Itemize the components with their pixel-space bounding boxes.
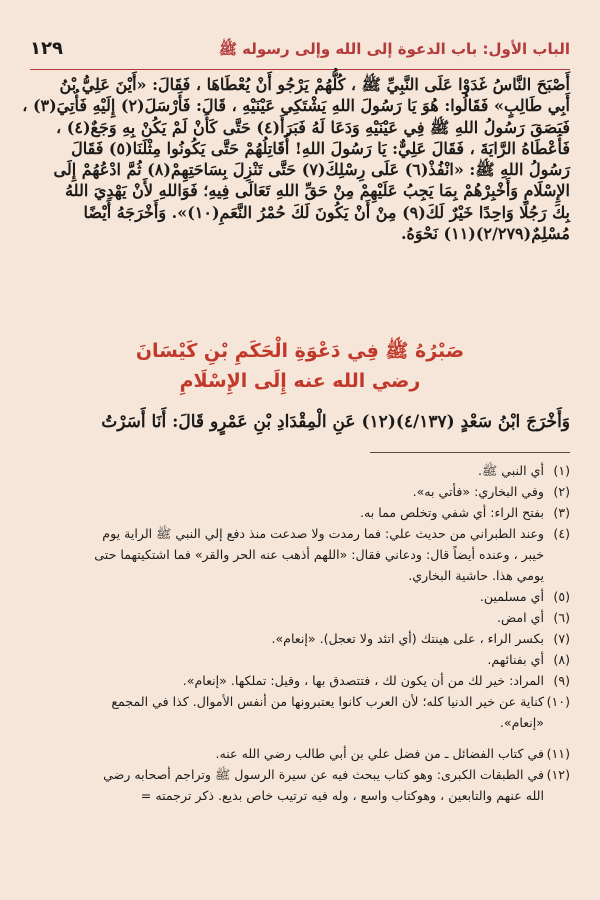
footnote	[30, 743, 570, 764]
footnote-text: أي امض.	[496, 610, 544, 625]
footnote-gap	[30, 733, 570, 743]
footnote	[30, 502, 570, 523]
footnote-text: بكسر الراء ، على هينتك (أي اتئد ولا تعجل). «إنعام».	[271, 631, 544, 646]
page-header	[30, 38, 570, 64]
footnote-text: في كتاب الفضائل ـ من فضل علي بن أبي طالب رضي الله عنه.	[215, 746, 544, 761]
footnote-number: (٦)	[553, 610, 570, 625]
footnote-number: (٢)	[553, 484, 570, 499]
footnote-number: (٤)	[553, 526, 570, 541]
section-heading-line-2: رضي الله عنه إِلَى الإِسْلَامِ	[179, 370, 421, 392]
running-header-title: الباب الأول: باب الدعوة إلى الله وإلى رسوله ﷺ	[218, 40, 570, 58]
footnote	[30, 523, 570, 586]
footnote-number: (١٠)	[546, 694, 570, 709]
footnote-number: (١٢)	[546, 767, 570, 782]
footnote-text: أي مسلمين.	[479, 589, 544, 604]
footnote-text: يومي هذا. حاشية البخاري.	[408, 568, 544, 583]
footnote-text: وعند الطبراني من حديث علي: فما رمدت ولا صدعت منذ دفع إلي النبي ﷺ الراية يوم	[102, 526, 544, 541]
footnote-number: (١)	[553, 463, 570, 478]
footnote-text: المراد: خير لك من أن يكون لك ، فتتصدق بها ، وقيل: تملكها. «إنعام».	[182, 673, 544, 688]
footnote-number: (٨)	[553, 652, 570, 667]
footnote-text: وفي البخاري: «فأتي به».	[412, 484, 544, 499]
main-text-line: رَسُولُ اللهِ ﷺ: «انْفُذْ(٦) عَلَى رِسْلِكَ(٧) حَتَّى تَنْزِلَ بِسَاحَتِهِمْ(٨) ثُمَّ ادْعُهُمْ إِلَى	[53, 160, 570, 180]
footnote-text: في الطبقات الكبرى: وهو كتاب يبحث فيه عن سيرة الرسول ﷺ وتراجم أصحابه رضي	[103, 767, 544, 782]
footnote	[30, 691, 570, 733]
main-text-line: الإِسْلَامِ وَأَخْبِرْهُمْ بِمَا يَجِبُ عَلَيْهِمْ مِنْ حَقِّ اللهِ تَعَالَى فِيهِ؛ فَوَاللهِ لأَنْ يَهْدِيَ اللهُ	[65, 181, 570, 201]
main-text-line: أَصْبَحَ النَّاسُ غَدَوْا عَلَى النَّبِيِّ ﷺ ، كُلُّهُمْ يَرْجُو أَنْ يُعْطَاهَا ، فَقَالَ: «أَيْنَ عَلِيُّ بْنُ	[59, 75, 570, 94]
footnote	[30, 670, 570, 691]
footnote-text: أي بفنائهم.	[487, 652, 544, 667]
footnote-text: بفتح الراء: أي شفي وتخلص مما به.	[360, 505, 544, 520]
footnote	[30, 607, 570, 628]
footnote-text: خيبر ، وعنده أيضاً قال: ودعاني فقال: «اللهم أذهب عنه الحر والقر» فما اشتكيتهما حتى	[94, 547, 544, 562]
footnote	[30, 586, 570, 607]
footnote-text: «إنعام».	[499, 715, 544, 730]
footnote	[30, 649, 570, 670]
main-text-line: فَبَصَقَ رَسُولُ اللهِ ﷺ فِي عَيْنَيْهِ وَدَعَا لَهُ فَبَرَأَ(٤) حَتَّى كَأَنْ لَمْ يَكُنْ بِهِ وَجَعٌ(٤) ،	[56, 117, 570, 137]
main-text-line: مُسْلِمٌ(٢/٢٧٩)(١١) نَحْوَهُ.	[400, 224, 570, 244]
section-lead-line: وَأَخْرَجَ ابْنُ سَعْدٍ (٤/١٣٧)(١٢) عَنِ الْمِقْدَادِ بْنِ عَمْرٍو قَالَ: أَنَا أَسَرْتُ	[101, 412, 570, 432]
footnote	[30, 481, 570, 502]
main-text-line: فَأَعْطَاهُ الرَّايَةَ ، فَقَالَ عَلِيٌّ: يَا رَسُولَ اللهِ! أُقَاتِلُهُمْ حَتَّى يَكُونُوا مِثْلَنَا(٥) فَقَالَ	[71, 138, 570, 158]
footnote-number: (٩)	[553, 673, 570, 688]
main-text-line: بِكَ رَجُلًا وَاحِدًا خَيْرٌ لَكَ(٩) مِنْ أَنْ يَكُونَ لَكَ حُمْرُ النَّعَمِ(١٠)». وَأَخْرَجَهُ أَيْضًا	[83, 202, 570, 222]
header-divider	[30, 69, 570, 70]
footnote-text: أي النبي ﷺ.	[477, 463, 544, 478]
footnote	[30, 460, 570, 481]
main-paragraph	[22, 74, 570, 244]
footnote-number: (٥)	[553, 589, 570, 604]
footnote-number: (١١)	[546, 746, 570, 761]
footnote-number: (٧)	[553, 631, 570, 646]
footnote-text: الله عنهم والتابعين ، وهوكتاب واسع ، وله فيه ترتيب خاص بديع. ذكر ترجمته =	[140, 788, 544, 803]
footnotes	[30, 460, 570, 806]
footnote-text: كناية عن خير الدنيا كله؛ لأن العرب كانوا يعتبرونها من أنفس الأموال. كذا في المجمع	[111, 694, 544, 709]
section-heading-line-1: صَبْرُهُ ﷺ فِي دَعْوَةِ الْحَكَمِ بْنِ كَيْسَانَ	[135, 340, 465, 362]
footnote	[30, 764, 570, 806]
page-number: ١٢٩	[30, 38, 63, 59]
book-page	[22, 0, 570, 900]
footnote-number: (٣)	[553, 505, 570, 520]
footnote-divider	[370, 452, 570, 453]
footnote	[30, 628, 570, 649]
section-heading	[30, 336, 570, 396]
main-text-line: أَبِي طَالِبٍ» فَقَالُوا: هُوَ يَا رَسُولَ اللهِ يَشْتَكِي عَيْنَيْهِ ، قَالَ: فَأَرْسَلَ(٢) إِلَيْهِ فَأُتِيَ(٣) ،	[22, 96, 570, 116]
